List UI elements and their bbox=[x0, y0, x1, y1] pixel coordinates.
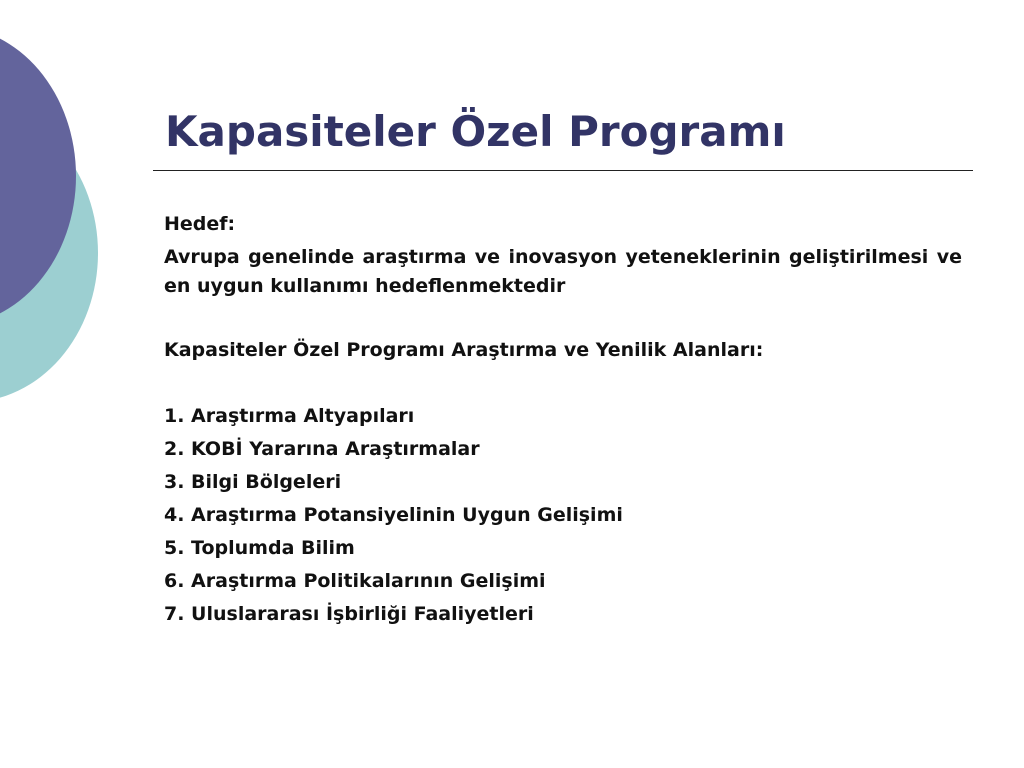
list-item: 3. Bilgi Bölgeleri bbox=[164, 471, 342, 493]
list-item: 1. Araştırma Altyapıları bbox=[164, 405, 415, 427]
goal-text: Avrupa genelinde araştırma ve inovasyon yeteneklerinin geliştirilmesi ve en uygun kullanımı hedeflenmektedir bbox=[164, 246, 962, 297]
spacer bbox=[164, 301, 962, 334]
list-item: 2. KOBİ Yararına Araştırmalar bbox=[164, 438, 480, 460]
goal-label: Hedef: bbox=[164, 213, 236, 235]
slide-title: Kapasiteler Özel Programı bbox=[165, 107, 786, 156]
list-item: 4. Araştırma Potansiyelinin Uygun Gelişimi bbox=[164, 504, 623, 526]
list-item: 5. Toplumda Bilim bbox=[164, 537, 355, 559]
list-item: 6. Araştırma Politikalarının Gelişimi bbox=[164, 570, 546, 592]
spacer bbox=[164, 367, 962, 400]
areas-list bbox=[164, 400, 962, 631]
title-divider bbox=[153, 170, 973, 171]
list-item: 7. Uluslararası İşbirliği Faaliyetleri bbox=[164, 603, 534, 625]
areas-heading: Kapasiteler Özel Programı Araştırma ve Yenilik Alanları: bbox=[164, 339, 764, 361]
slide-body bbox=[164, 208, 962, 631]
